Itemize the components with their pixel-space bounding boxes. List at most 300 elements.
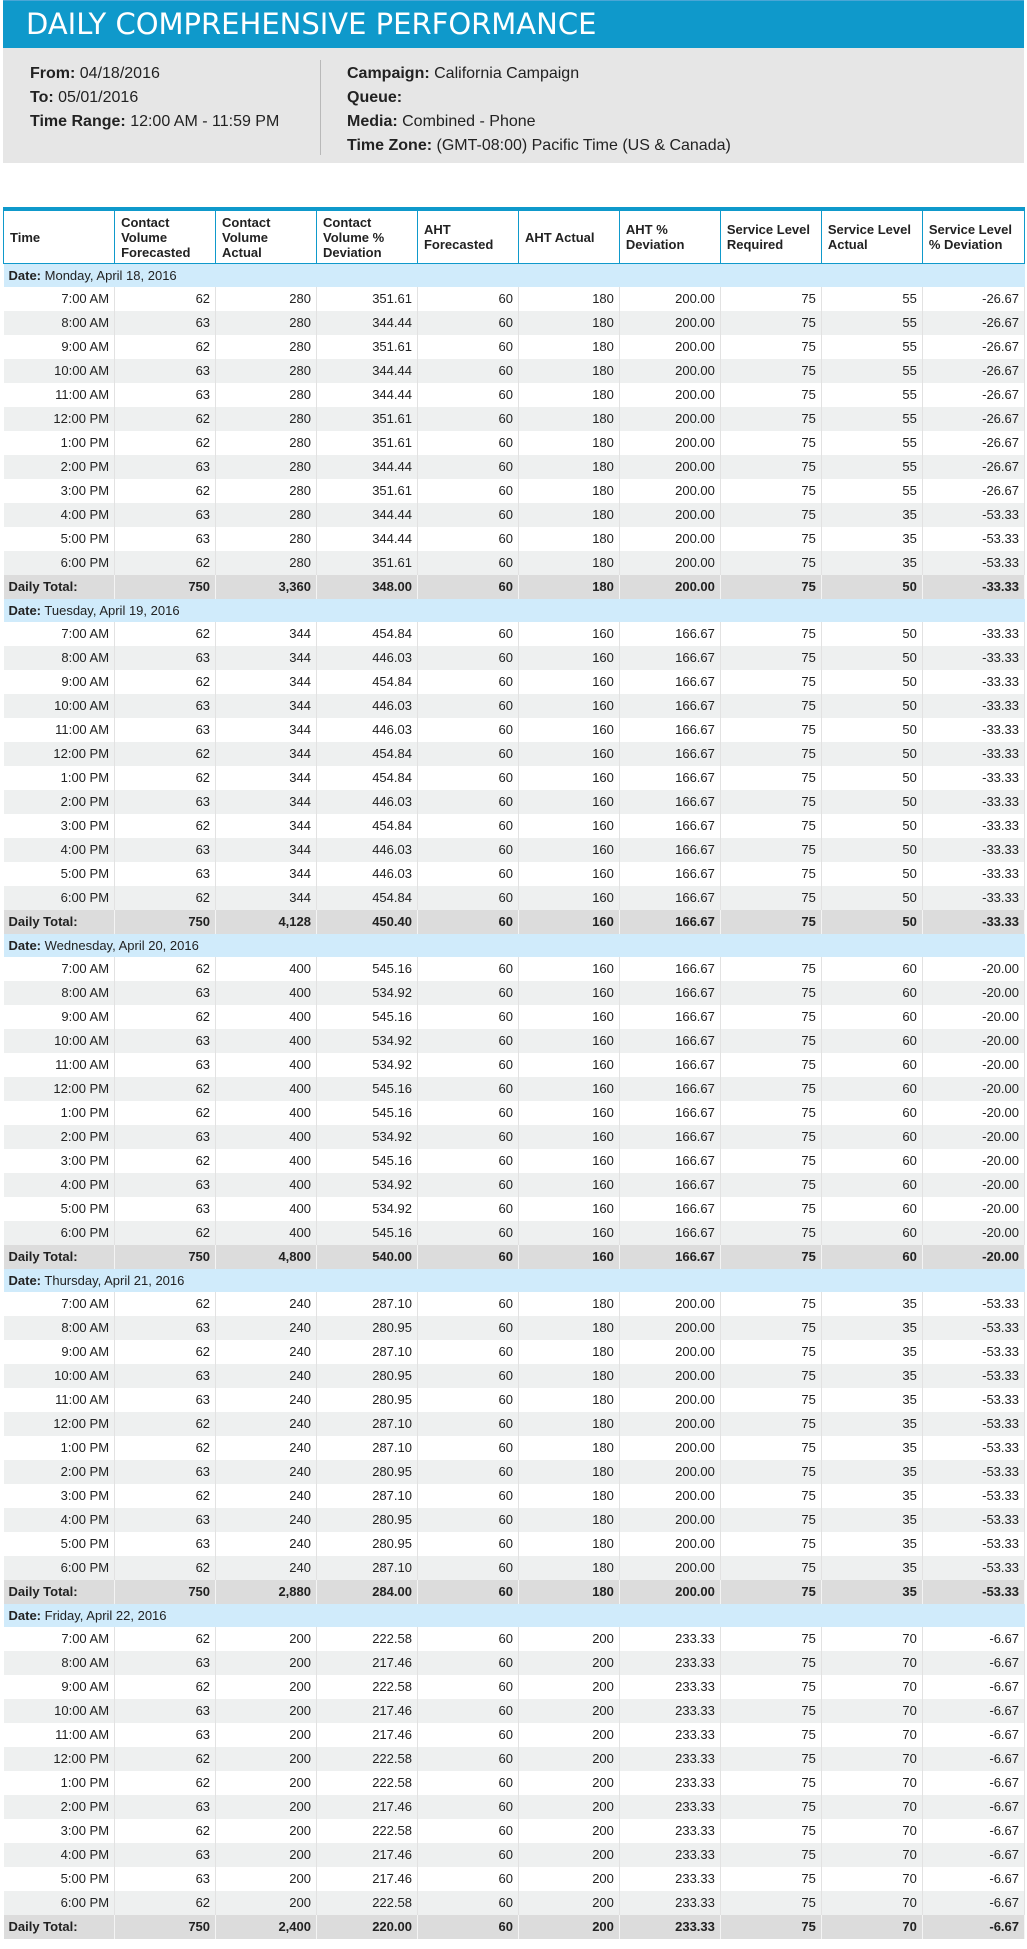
cell-cv-deviation: 545.16 — [317, 1101, 418, 1125]
table-row — [4, 1292, 1025, 1316]
cell-time: 3:00 PM — [4, 1484, 115, 1508]
cell-sl-deviation: -53.33 — [922, 1436, 1024, 1460]
table-row — [4, 1508, 1025, 1532]
cell-sl-required: 75 — [720, 1891, 821, 1915]
column-header-sl-deviation: Service Level % Deviation — [922, 209, 1024, 264]
cell-aht-actual: 200 — [518, 1675, 619, 1699]
table-row — [4, 1077, 1025, 1101]
total-aht-actual: 160 — [518, 910, 619, 934]
cell-sl-deviation: -53.33 — [922, 1364, 1024, 1388]
cell-sl-actual: 35 — [821, 1388, 922, 1412]
cell-aht-forecasted: 60 — [417, 766, 518, 790]
cell-cv-forecasted: 62 — [115, 1819, 216, 1843]
cell-cv-actual: 200 — [216, 1771, 317, 1795]
date-value: Tuesday, April 19, 2016 — [44, 603, 180, 618]
table-row — [4, 622, 1025, 646]
daily-total-row — [4, 1915, 1025, 1939]
table-row — [4, 1795, 1025, 1819]
cell-time: 11:00 AM — [4, 1053, 115, 1077]
total-aht-forecasted: 60 — [417, 1245, 518, 1269]
cell-time: 1:00 PM — [4, 431, 115, 455]
cell-aht-deviation: 200.00 — [619, 455, 720, 479]
total-sl-actual: 60 — [821, 1245, 922, 1269]
cell-time: 5:00 PM — [4, 1867, 115, 1891]
total-aht-deviation: 200.00 — [619, 575, 720, 599]
cell-aht-actual: 160 — [518, 957, 619, 981]
cell-aht-actual: 180 — [518, 1412, 619, 1436]
cell-cv-forecasted: 63 — [115, 1508, 216, 1532]
table-row — [4, 1149, 1025, 1173]
table-row — [4, 287, 1025, 311]
cell-aht-forecasted: 60 — [417, 622, 518, 646]
cell-cv-deviation: 344.44 — [317, 455, 418, 479]
cell-aht-deviation: 200.00 — [619, 383, 720, 407]
cell-sl-deviation: -20.00 — [922, 1029, 1024, 1053]
cell-sl-required: 75 — [720, 790, 821, 814]
table-row — [4, 1484, 1025, 1508]
cell-aht-deviation: 200.00 — [619, 407, 720, 431]
cell-sl-actual: 70 — [821, 1771, 922, 1795]
cell-aht-actual: 160 — [518, 1029, 619, 1053]
cell-sl-deviation: -53.33 — [922, 503, 1024, 527]
cell-cv-actual: 240 — [216, 1316, 317, 1340]
column-header-cv-deviation: Contact Volume % Deviation — [317, 209, 418, 264]
cell-sl-actual: 35 — [821, 1508, 922, 1532]
cell-sl-actual: 50 — [821, 838, 922, 862]
cell-sl-required: 75 — [720, 335, 821, 359]
cell-cv-deviation: 454.84 — [317, 670, 418, 694]
cell-cv-deviation: 446.03 — [317, 838, 418, 862]
cell-aht-deviation: 200.00 — [619, 1556, 720, 1580]
cell-cv-actual: 200 — [216, 1747, 317, 1771]
total-aht-actual: 180 — [518, 575, 619, 599]
cell-aht-deviation: 233.33 — [619, 1891, 720, 1915]
cell-aht-actual: 160 — [518, 1221, 619, 1245]
cell-sl-actual: 60 — [821, 1077, 922, 1101]
cell-aht-forecasted: 60 — [417, 646, 518, 670]
cell-cv-actual: 240 — [216, 1484, 317, 1508]
performance-table — [3, 207, 1025, 1939]
cell-aht-actual: 200 — [518, 1627, 619, 1651]
cell-cv-actual: 240 — [216, 1388, 317, 1412]
cell-aht-deviation: 166.67 — [619, 886, 720, 910]
cell-sl-deviation: -6.67 — [922, 1675, 1024, 1699]
cell-cv-deviation: 446.03 — [317, 790, 418, 814]
cell-cv-actual: 280 — [216, 335, 317, 359]
table-row — [4, 1101, 1025, 1125]
cell-cv-forecasted: 62 — [115, 886, 216, 910]
cell-sl-required: 75 — [720, 527, 821, 551]
date-cell — [4, 264, 1025, 288]
cell-sl-actual: 60 — [821, 1101, 922, 1125]
cell-cv-forecasted: 62 — [115, 1675, 216, 1699]
cell-sl-required: 75 — [720, 1867, 821, 1891]
cell-sl-required: 75 — [720, 1556, 821, 1580]
cell-sl-deviation: -6.67 — [922, 1723, 1024, 1747]
daily-total-row — [4, 1580, 1025, 1604]
cell-time: 4:00 PM — [4, 1508, 115, 1532]
cell-aht-deviation: 200.00 — [619, 551, 720, 575]
cell-cv-deviation: 280.95 — [317, 1532, 418, 1556]
cell-sl-required: 75 — [720, 1221, 821, 1245]
date-label: Date: — [8, 603, 42, 618]
cell-cv-forecasted: 62 — [115, 1292, 216, 1316]
cell-sl-required: 75 — [720, 287, 821, 311]
cell-sl-deviation: -20.00 — [922, 957, 1024, 981]
cell-time: 4:00 PM — [4, 1843, 115, 1867]
cell-aht-actual: 180 — [518, 431, 619, 455]
cell-time: 5:00 PM — [4, 1532, 115, 1556]
cell-aht-forecasted: 60 — [417, 1101, 518, 1125]
cell-aht-forecasted: 60 — [417, 862, 518, 886]
cell-time: 10:00 AM — [4, 1029, 115, 1053]
cell-cv-deviation: 534.92 — [317, 981, 418, 1005]
cell-cv-deviation: 280.95 — [317, 1508, 418, 1532]
table-row — [4, 1173, 1025, 1197]
cell-sl-deviation: -53.33 — [922, 551, 1024, 575]
cell-cv-deviation: 351.61 — [317, 431, 418, 455]
cell-cv-forecasted: 62 — [115, 1484, 216, 1508]
cell-sl-required: 75 — [720, 1005, 821, 1029]
table-row — [4, 1675, 1025, 1699]
cell-cv-deviation: 344.44 — [317, 503, 418, 527]
cell-aht-deviation: 233.33 — [619, 1843, 720, 1867]
cell-aht-forecasted: 60 — [417, 1723, 518, 1747]
cell-aht-actual: 200 — [518, 1771, 619, 1795]
cell-time: 2:00 PM — [4, 790, 115, 814]
cell-aht-forecasted: 60 — [417, 1891, 518, 1915]
cell-sl-required: 75 — [720, 1532, 821, 1556]
date-value: Thursday, April 21, 2016 — [44, 1273, 185, 1288]
cell-sl-required: 75 — [720, 1292, 821, 1316]
cell-aht-forecasted: 60 — [417, 551, 518, 575]
cell-sl-required: 75 — [720, 1149, 821, 1173]
cell-time: 9:00 AM — [4, 335, 115, 359]
cell-cv-actual: 200 — [216, 1843, 317, 1867]
cell-aht-deviation: 166.67 — [619, 957, 720, 981]
total-cv-forecasted: 750 — [115, 575, 216, 599]
cell-sl-required: 75 — [720, 1699, 821, 1723]
cell-time: 11:00 AM — [4, 718, 115, 742]
cell-sl-actual: 70 — [821, 1651, 922, 1675]
cell-aht-actual: 200 — [518, 1891, 619, 1915]
cell-cv-actual: 200 — [216, 1699, 317, 1723]
cell-sl-actual: 35 — [821, 1436, 922, 1460]
cell-aht-forecasted: 60 — [417, 1484, 518, 1508]
cell-time: 6:00 PM — [4, 1221, 115, 1245]
cell-cv-actual: 240 — [216, 1412, 317, 1436]
cell-aht-deviation: 200.00 — [619, 1364, 720, 1388]
cell-cv-forecasted: 62 — [115, 1149, 216, 1173]
cell-sl-actual: 35 — [821, 1292, 922, 1316]
cell-aht-deviation: 166.67 — [619, 814, 720, 838]
cell-aht-deviation: 200.00 — [619, 1508, 720, 1532]
cell-aht-deviation: 233.33 — [619, 1867, 720, 1891]
cell-time: 6:00 PM — [4, 551, 115, 575]
cell-cv-deviation: 280.95 — [317, 1364, 418, 1388]
cell-sl-actual: 70 — [821, 1867, 922, 1891]
cell-cv-forecasted: 62 — [115, 1412, 216, 1436]
cell-time: 12:00 PM — [4, 1412, 115, 1436]
table-row — [4, 1771, 1025, 1795]
cell-sl-deviation: -53.33 — [922, 1508, 1024, 1532]
cell-cv-forecasted: 62 — [115, 1101, 216, 1125]
cell-aht-actual: 180 — [518, 287, 619, 311]
cell-cv-deviation: 534.92 — [317, 1053, 418, 1077]
time-range-value: 12:00 AM - 11:59 PM — [130, 113, 280, 130]
cell-sl-deviation: -53.33 — [922, 1532, 1024, 1556]
total-sl-deviation: -33.33 — [922, 575, 1024, 599]
cell-sl-required: 75 — [720, 1197, 821, 1221]
cell-cv-actual: 240 — [216, 1556, 317, 1580]
cell-cv-deviation: 454.84 — [317, 742, 418, 766]
cell-time: 1:00 PM — [4, 1771, 115, 1795]
date-label: Date: — [8, 1273, 42, 1288]
cell-cv-actual: 344 — [216, 838, 317, 862]
cell-time: 1:00 PM — [4, 766, 115, 790]
cell-sl-actual: 60 — [821, 1197, 922, 1221]
queue-param — [347, 86, 731, 110]
cell-cv-actual: 200 — [216, 1867, 317, 1891]
cell-aht-deviation: 200.00 — [619, 1388, 720, 1412]
cell-cv-forecasted: 63 — [115, 646, 216, 670]
cell-cv-actual: 200 — [216, 1891, 317, 1915]
table-row — [4, 670, 1025, 694]
cell-aht-deviation: 200.00 — [619, 431, 720, 455]
table-row — [4, 1412, 1025, 1436]
cell-sl-required: 75 — [720, 431, 821, 455]
cell-cv-actual: 200 — [216, 1651, 317, 1675]
cell-aht-forecasted: 60 — [417, 1149, 518, 1173]
daily-total-label: Daily Total: — [4, 1245, 115, 1269]
column-header-cv-actual: Contact Volume Actual — [216, 209, 317, 264]
cell-aht-deviation: 233.33 — [619, 1819, 720, 1843]
table-body — [4, 264, 1025, 1940]
cell-aht-deviation: 166.67 — [619, 1053, 720, 1077]
cell-sl-deviation: -20.00 — [922, 1077, 1024, 1101]
cell-sl-deviation: -20.00 — [922, 1053, 1024, 1077]
total-sl-actual: 70 — [821, 1915, 922, 1939]
date-group-row — [4, 1604, 1025, 1627]
table-row — [4, 407, 1025, 431]
cell-sl-actual: 55 — [821, 287, 922, 311]
cell-sl-deviation: -53.33 — [922, 1292, 1024, 1316]
daily-total-row — [4, 910, 1025, 934]
cell-aht-deviation: 200.00 — [619, 359, 720, 383]
cell-sl-required: 75 — [720, 1173, 821, 1197]
to-value: 05/01/2016 — [58, 89, 139, 106]
cell-sl-actual: 35 — [821, 1316, 922, 1340]
cell-sl-required: 75 — [720, 670, 821, 694]
cell-cv-deviation: 454.84 — [317, 766, 418, 790]
cell-sl-required: 75 — [720, 1125, 821, 1149]
cell-sl-actual: 50 — [821, 694, 922, 718]
cell-sl-required: 75 — [720, 503, 821, 527]
cell-cv-deviation: 287.10 — [317, 1340, 418, 1364]
cell-aht-forecasted: 60 — [417, 1460, 518, 1484]
cell-cv-forecasted: 62 — [115, 622, 216, 646]
cell-time: 1:00 PM — [4, 1101, 115, 1125]
cell-sl-required: 75 — [720, 694, 821, 718]
cell-sl-actual: 50 — [821, 862, 922, 886]
cell-sl-actual: 35 — [821, 551, 922, 575]
cell-aht-actual: 160 — [518, 814, 619, 838]
cell-aht-forecasted: 60 — [417, 1197, 518, 1221]
cell-sl-required: 75 — [720, 1651, 821, 1675]
total-cv-actual: 4,128 — [216, 910, 317, 934]
queue-label: Queue: — [347, 89, 403, 106]
date-label: Date: — [8, 938, 42, 953]
total-sl-required: 75 — [720, 1245, 821, 1269]
table-row — [4, 1747, 1025, 1771]
cell-cv-deviation: 545.16 — [317, 1221, 418, 1245]
cell-aht-actual: 160 — [518, 1077, 619, 1101]
table-row — [4, 742, 1025, 766]
cell-sl-deviation: -6.67 — [922, 1819, 1024, 1843]
cell-sl-actual: 60 — [821, 1125, 922, 1149]
cell-aht-actual: 160 — [518, 742, 619, 766]
cell-sl-actual: 70 — [821, 1891, 922, 1915]
cell-aht-actual: 200 — [518, 1747, 619, 1771]
cell-cv-actual: 400 — [216, 1101, 317, 1125]
cell-cv-actual: 280 — [216, 527, 317, 551]
cell-time: 9:00 AM — [4, 1675, 115, 1699]
cell-sl-deviation: -53.33 — [922, 1460, 1024, 1484]
cell-sl-required: 75 — [720, 359, 821, 383]
total-sl-deviation: -6.67 — [922, 1915, 1024, 1939]
cell-aht-actual: 160 — [518, 670, 619, 694]
cell-aht-deviation: 233.33 — [619, 1699, 720, 1723]
cell-time: 3:00 PM — [4, 1819, 115, 1843]
cell-aht-actual: 200 — [518, 1867, 619, 1891]
to-param — [30, 86, 320, 110]
cell-aht-deviation: 166.67 — [619, 1221, 720, 1245]
cell-cv-deviation: 222.58 — [317, 1819, 418, 1843]
date-group-row — [4, 599, 1025, 622]
cell-time: 7:00 AM — [4, 957, 115, 981]
table-row — [4, 814, 1025, 838]
date-value: Wednesday, April 20, 2016 — [44, 938, 199, 953]
cell-sl-actual: 55 — [821, 431, 922, 455]
cell-aht-deviation: 233.33 — [619, 1675, 720, 1699]
cell-cv-forecasted: 63 — [115, 718, 216, 742]
cell-cv-deviation: 222.58 — [317, 1675, 418, 1699]
cell-aht-actual: 160 — [518, 790, 619, 814]
cell-aht-forecasted: 60 — [417, 1843, 518, 1867]
table-row — [4, 431, 1025, 455]
cell-time: 8:00 AM — [4, 981, 115, 1005]
cell-sl-actual: 35 — [821, 1532, 922, 1556]
cell-cv-actual: 400 — [216, 1149, 317, 1173]
cell-sl-actual: 70 — [821, 1795, 922, 1819]
cell-sl-actual: 50 — [821, 670, 922, 694]
campaign-param — [347, 62, 731, 86]
cell-cv-deviation: 545.16 — [317, 957, 418, 981]
cell-sl-deviation: -26.67 — [922, 359, 1024, 383]
cell-cv-actual: 400 — [216, 981, 317, 1005]
cell-aht-forecasted: 60 — [417, 311, 518, 335]
cell-time: 8:00 AM — [4, 311, 115, 335]
cell-cv-actual: 280 — [216, 503, 317, 527]
cell-cv-deviation: 217.46 — [317, 1795, 418, 1819]
total-cv-deviation: 348.00 — [317, 575, 418, 599]
table-row — [4, 790, 1025, 814]
cell-sl-required: 75 — [720, 1627, 821, 1651]
cell-cv-actual: 344 — [216, 742, 317, 766]
cell-aht-actual: 160 — [518, 1125, 619, 1149]
cell-cv-deviation: 287.10 — [317, 1556, 418, 1580]
cell-aht-actual: 160 — [518, 838, 619, 862]
cell-sl-actual: 35 — [821, 1556, 922, 1580]
cell-time: 10:00 AM — [4, 1699, 115, 1723]
cell-cv-forecasted: 63 — [115, 1460, 216, 1484]
table-row — [4, 1651, 1025, 1675]
total-sl-required: 75 — [720, 1580, 821, 1604]
cell-cv-deviation: 222.58 — [317, 1771, 418, 1795]
cell-aht-forecasted: 60 — [417, 1316, 518, 1340]
cell-aht-actual: 180 — [518, 407, 619, 431]
cell-sl-deviation: -6.67 — [922, 1891, 1024, 1915]
total-cv-deviation: 284.00 — [317, 1580, 418, 1604]
cell-cv-actual: 240 — [216, 1508, 317, 1532]
cell-cv-deviation: 534.92 — [317, 1197, 418, 1221]
cell-sl-actual: 50 — [821, 742, 922, 766]
cell-sl-required: 75 — [720, 1316, 821, 1340]
table-row — [4, 1460, 1025, 1484]
date-group-row — [4, 934, 1025, 957]
table-row — [4, 1891, 1025, 1915]
cell-sl-deviation: -6.67 — [922, 1843, 1024, 1867]
cell-cv-forecasted: 62 — [115, 407, 216, 431]
cell-aht-deviation: 200.00 — [619, 1292, 720, 1316]
table-row — [4, 1699, 1025, 1723]
cell-cv-forecasted: 62 — [115, 1747, 216, 1771]
cell-sl-deviation: -20.00 — [922, 1005, 1024, 1029]
cell-cv-actual: 240 — [216, 1532, 317, 1556]
cell-aht-deviation: 200.00 — [619, 1316, 720, 1340]
cell-sl-required: 75 — [720, 1771, 821, 1795]
date-label: Date: — [8, 1608, 42, 1623]
total-sl-deviation: -33.33 — [922, 910, 1024, 934]
cell-cv-deviation: 344.44 — [317, 359, 418, 383]
cell-cv-forecasted: 63 — [115, 838, 216, 862]
cell-cv-deviation: 222.58 — [317, 1747, 418, 1771]
cell-aht-forecasted: 60 — [417, 694, 518, 718]
cell-cv-forecasted: 63 — [115, 1029, 216, 1053]
cell-sl-required: 75 — [720, 407, 821, 431]
cell-sl-actual: 70 — [821, 1699, 922, 1723]
cell-aht-deviation: 233.33 — [619, 1651, 720, 1675]
cell-aht-deviation: 166.67 — [619, 1173, 720, 1197]
cell-aht-actual: 200 — [518, 1699, 619, 1723]
total-sl-actual: 50 — [821, 575, 922, 599]
cell-sl-required: 75 — [720, 383, 821, 407]
total-aht-actual: 200 — [518, 1915, 619, 1939]
total-cv-actual: 2,400 — [216, 1915, 317, 1939]
cell-sl-required: 75 — [720, 1675, 821, 1699]
cell-sl-deviation: -33.33 — [922, 766, 1024, 790]
cell-cv-forecasted: 63 — [115, 790, 216, 814]
cell-cv-deviation: 222.58 — [317, 1891, 418, 1915]
media-label: Media: — [347, 113, 398, 130]
cell-time: 7:00 AM — [4, 1292, 115, 1316]
cell-time: 4:00 PM — [4, 503, 115, 527]
cell-aht-deviation: 233.33 — [619, 1723, 720, 1747]
cell-aht-forecasted: 60 — [417, 1221, 518, 1245]
cell-sl-required: 75 — [720, 1723, 821, 1747]
cell-aht-deviation: 166.67 — [619, 694, 720, 718]
cell-aht-actual: 200 — [518, 1651, 619, 1675]
